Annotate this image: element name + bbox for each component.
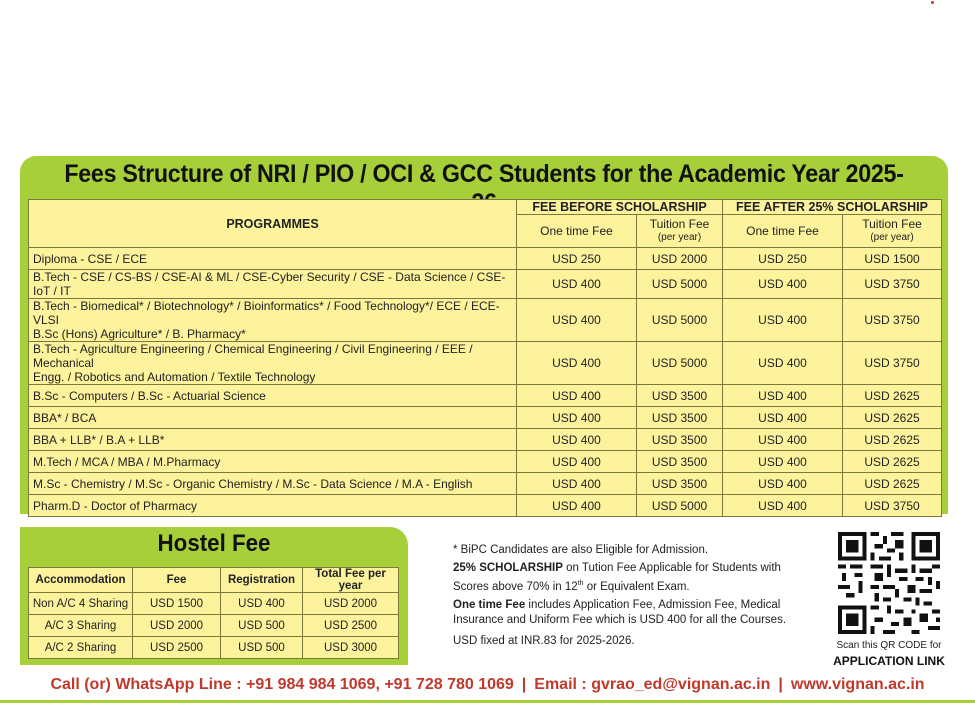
before-tuition-cell: USD 3500 (637, 473, 723, 495)
programme-cell: Diploma - CSE / ECE (29, 248, 517, 270)
after-tuition-cell: USD 2625 (843, 385, 942, 407)
hostel-title: Hostel Fee (157, 530, 271, 557)
after-tuition-cell: USD 2625 (843, 429, 942, 451)
table-row (29, 637, 399, 659)
after-tuition-cell: USD 3750 (843, 342, 942, 385)
hostel-accommodation-cell: A/C 2 Sharing (29, 637, 133, 659)
before-one-time-cell: USD 400 (517, 342, 637, 385)
after-one-time-header: One time Fee (723, 215, 843, 248)
hostel-registration-cell: USD 500 (221, 615, 303, 637)
hostel-header-fee: Fee (133, 568, 221, 593)
table-row (29, 385, 942, 407)
after-tuition-cell: USD 3750 (843, 270, 942, 299)
before-tuition-cell: USD 2000 (637, 248, 723, 270)
notes (453, 543, 813, 652)
hostel-fee-cell: USD 2000 (133, 615, 221, 637)
after-one-time-cell: USD 400 (723, 342, 843, 385)
before-one-time-cell: USD 400 (517, 495, 637, 517)
hostel-accommodation-cell: Non A/C 4 Sharing (29, 593, 133, 615)
hostel-accommodation-cell: A/C 3 Sharing (29, 615, 133, 637)
before-tuition-cell: USD 5000 (637, 299, 723, 342)
before-one-time-cell: USD 400 (517, 385, 637, 407)
table-row (29, 593, 399, 615)
hostel-total-cell: USD 2500 (303, 615, 399, 637)
hostel-total-cell: USD 3000 (303, 637, 399, 659)
table-row (29, 451, 942, 473)
before-one-time-cell: USD 400 (517, 299, 637, 342)
hostel-panel (20, 527, 408, 665)
after-tuition-cell: USD 1500 (843, 248, 942, 270)
hostel-header-total: Total Fee per year (303, 568, 399, 593)
after-one-time-cell: USD 400 (723, 451, 843, 473)
before-one-time-cell: USD 400 (517, 429, 637, 451)
fees-title: Fees Structure of NRI / PIO / OCI & GCC Students for the Academic Year 2025- (64, 160, 904, 188)
before-tuition-cell: USD 3500 (637, 407, 723, 429)
before-one-time-cell: USD 400 (517, 270, 637, 299)
after-one-time-cell: USD 250 (723, 248, 843, 270)
after-one-time-cell: USD 400 (723, 407, 843, 429)
table-row (29, 615, 399, 637)
table-row (29, 407, 942, 429)
programme-cell: B.Tech - Biomedical* / Biotechnology* / Bioinformatics* / Food Technology*/ ECE / ECE-VLSI B.Sc (Hons) Agriculture* / B. Pharmacy* (29, 299, 517, 342)
before-scholarship-header: FEE BEFORE SCHOLARSHIP (517, 200, 723, 215)
hostel-registration-cell: USD 500 (221, 637, 303, 659)
note-scholarship: 25% SCHOLARSHIP on Tution Fee Applicable for Students with Scores above 70% in 12th or Equivalent Exam. (453, 562, 781, 593)
programme-cell: BBA* / BCA (29, 407, 517, 429)
before-tuition-cell: USD 3500 (637, 429, 723, 451)
programme-cell: M.Tech / MCA / MBA / M.Pharmacy (29, 451, 517, 473)
before-tuition-cell: USD 3500 (637, 385, 723, 407)
programme-cell: Pharm.D - Doctor of Pharmacy (29, 495, 517, 517)
programme-cell: M.Sc - Chemistry / M.Sc - Organic Chemistry / M.Sc - Data Science / M.A - English (29, 473, 517, 495)
after-one-time-cell: USD 400 (723, 473, 843, 495)
fees-panel (20, 156, 948, 514)
hostel-header-registration: Registration (221, 568, 303, 593)
fees-table (28, 199, 942, 517)
before-tuition-cell: USD 5000 (637, 270, 723, 299)
programmes-header: PROGRAMMES (29, 200, 517, 248)
table-row (29, 299, 942, 342)
note-bipc: * BiPC Candidates are also Eligible for Admission. (453, 544, 709, 556)
note-one-time-fee: One time Fee includes Application Fee, Admission Fee, Medical Insurance and Uniform Fee which is USD 400 for all the Courses. (453, 598, 787, 626)
programme-cell: B.Sc - Computers / B.Sc - Actuarial Science (29, 385, 517, 407)
qr-code-icon[interactable] (838, 532, 940, 634)
footer-separator: | (778, 676, 783, 693)
table-row (29, 342, 942, 385)
programme-cell: B.Tech - Agriculture Engineering / Chemical Engineering / Civil Engineering / EEE / Mechanical Engg. / Robotics and Automation / Textile Technology (29, 342, 517, 385)
after-one-time-cell: USD 400 (723, 429, 843, 451)
before-tuition-header: Tuition Fee (per year) (637, 215, 723, 248)
application-link-label: APPLICATION LINK (833, 654, 945, 668)
after-one-time-cell: USD 400 (723, 495, 843, 517)
before-one-time-cell: USD 400 (517, 473, 637, 495)
hostel-table (28, 567, 399, 659)
note-usd-fixed: USD fixed at INR.83 for 2025-2026. (453, 634, 635, 647)
after-tuition-cell: USD 3750 (843, 495, 942, 517)
before-one-time-cell: USD 400 (517, 407, 637, 429)
after-tuition-header: Tuition Fee (per year) (843, 215, 942, 248)
before-one-time-cell: USD 400 (517, 451, 637, 473)
before-tuition-cell: USD 5000 (637, 342, 723, 385)
before-one-time-header: One time Fee (517, 215, 637, 248)
hostel-header-accommodation: Accommodation (29, 568, 133, 593)
email-link[interactable]: Email : gvrao_ed@vignan.ac.in (534, 676, 771, 693)
table-row (29, 429, 942, 451)
website-link[interactable]: www.vignan.ac.in (790, 676, 925, 693)
after-tuition-cell: USD 2625 (843, 407, 942, 429)
after-tuition-cell: USD 3750 (843, 299, 942, 342)
corner-dot (931, 1, 934, 4)
after-tuition-cell: USD 2625 (843, 451, 942, 473)
table-row (29, 495, 942, 517)
before-tuition-cell: USD 5000 (637, 495, 723, 517)
table-row (29, 473, 942, 495)
qr-caption: Scan this QR CODE for (836, 640, 942, 651)
hostel-fee-cell: USD 1500 (133, 593, 221, 615)
before-one-time-cell: USD 250 (517, 248, 637, 270)
hostel-registration-cell: USD 400 (221, 593, 303, 615)
after-scholarship-header: FEE AFTER 25% SCHOLARSHIP (723, 200, 942, 215)
table-row (29, 248, 942, 270)
hostel-total-cell: USD 2000 (303, 593, 399, 615)
programme-cell: B.Tech - CSE / CS-BS / CSE-AI & ML / CSE-Cyber Security / CSE - Data Science / CSE-IoT / IT (29, 270, 517, 299)
phone-line[interactable]: Call (or) WhatsApp Line : +91 984 984 1069, +91 728 780 1069 (50, 676, 514, 693)
footer-separator: | (521, 676, 527, 693)
after-one-time-cell: USD 400 (723, 270, 843, 299)
hostel-fee-cell: USD 2500 (133, 637, 221, 659)
after-one-time-cell: USD 400 (723, 299, 843, 342)
programme-cell: BBA + LLB* / B.A + LLB* (29, 429, 517, 451)
after-one-time-cell: USD 400 (723, 385, 843, 407)
before-tuition-cell: USD 3500 (637, 451, 723, 473)
table-row (29, 270, 942, 299)
contact-footer (0, 676, 975, 694)
after-tuition-cell: USD 2625 (843, 473, 942, 495)
